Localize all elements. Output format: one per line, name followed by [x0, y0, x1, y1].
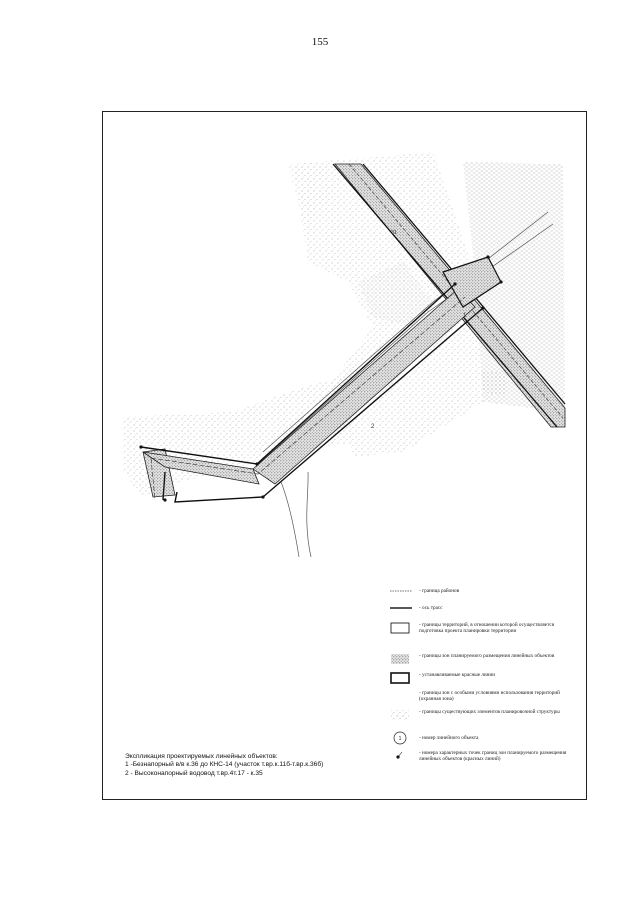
explication-item: 1 -Безнапорный в/в к.36 до КНС-14 (участок т.вр.к.11б-т.вр.к.36б) [125, 761, 324, 769]
map-frame [102, 111, 587, 800]
red-lines-symbol [390, 672, 414, 686]
corner-label: 31 [391, 230, 398, 236]
placement-zone-symbol [390, 653, 414, 667]
legend-text: - устанавливаемые красные линии [419, 672, 496, 678]
legend-text: - номера характерных точек границ зон планируемого размещения линейных объектов (красных линий) [419, 750, 567, 763]
explication-title: Экспликация проектируемых линейных объектов: [125, 753, 278, 760]
planning-territory-symbol [390, 622, 414, 636]
legend-text: - границы территорий, в отношении которой осуществляется подготовка проекта планировки территории [419, 622, 555, 635]
legend-text: - границы существующих элементов планировочной структуры [419, 709, 560, 715]
district-boundary-symbol [390, 588, 414, 596]
object-number-symbol [390, 731, 414, 747]
route-axis-symbol [390, 605, 414, 613]
legend-text: - ось трасс [419, 605, 443, 611]
page-number: 155 [311, 36, 329, 48]
route-label-1: 1 [463, 313, 467, 319]
legend-text: - границы зон планируемого размещения линейных объектов [419, 653, 555, 659]
existing-structure-symbol [390, 709, 414, 723]
explication [125, 753, 385, 778]
explication-item: 2 - Высоконапорный водовод т.вр.4т.17 - к.35 [125, 769, 263, 777]
legend-text: - номер линейного объекта [419, 735, 479, 741]
route-label-2: 2 [371, 424, 375, 430]
special-zone-symbol [390, 690, 414, 704]
legend-text: - граница районов [419, 588, 460, 594]
legend-text: - границы зон с особыми условиями использования территорий (охранная зона) [419, 690, 560, 703]
characteristic-point-symbol [390, 750, 414, 764]
object-number-label: 1 [398, 736, 402, 742]
